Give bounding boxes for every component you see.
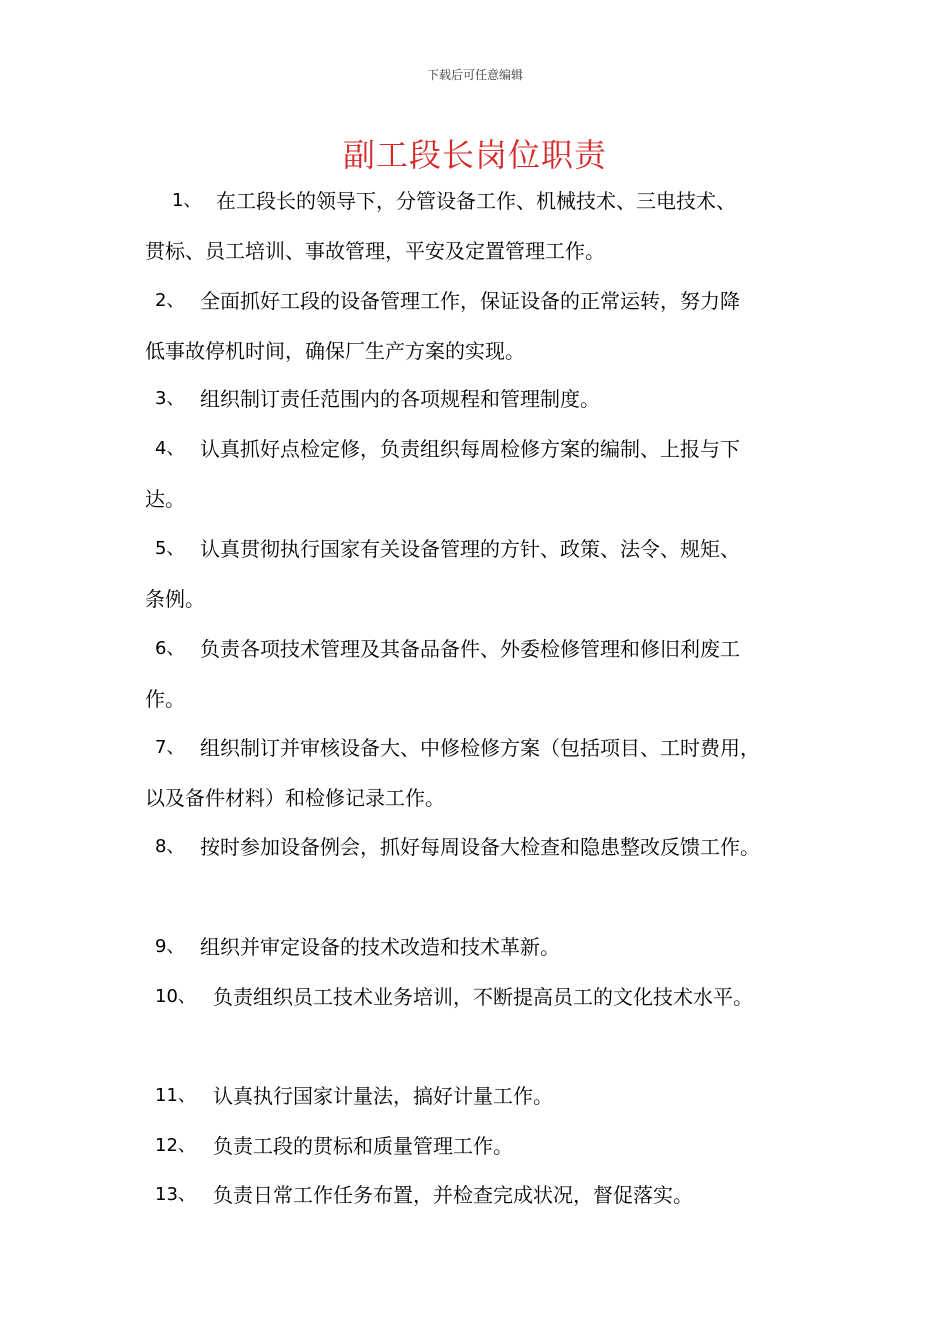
item-5-line-2: 条例。	[145, 587, 205, 611]
item-5-line-1: 认真贯彻执行国家有关设备管理的方针、政策、法令、规矩、	[200, 537, 740, 561]
item-8-line-1: 按时参加设备例会，抓好每周设备大检查和隐患整改反馈工作。	[200, 835, 760, 859]
item-1-line-1: 在工段长的领导下，分管设备工作、机械技术、三电技术、	[216, 189, 736, 213]
item-12-line-1: 负责工段的贯标和质量管理工作。	[213, 1134, 513, 1158]
item-13-number: 13、	[155, 1184, 196, 1205]
item-10-number: 10、	[155, 986, 196, 1007]
item-7-number: 7、	[155, 737, 185, 758]
item-11-line-1: 认真执行国家计量法，搞好计量工作。	[213, 1084, 553, 1108]
item-4-line-1: 认真抓好点检定修，负责组织每周检修方案的编制、上报与下	[200, 437, 740, 461]
item-4-number: 4、	[155, 438, 185, 459]
item-6-line-1: 负责各项技术管理及其备品备件、外委检修管理和修旧利废工	[200, 637, 740, 661]
item-2-number: 2、	[155, 290, 185, 311]
item-1-number: 1、	[172, 190, 202, 211]
item-3-number: 3、	[155, 388, 185, 409]
item-6-line-2: 作。	[145, 687, 185, 711]
item-7-line-1: 组织制订并审核设备大、中修检修方案（包括项目、工时费用，	[200, 736, 760, 760]
document-title: 副工段长岗位职责	[342, 136, 607, 174]
item-1-line-2: 贯标、员工培训、事故管理，平安及定置管理工作。	[145, 239, 605, 263]
item-8-number: 8、	[155, 836, 185, 857]
item-11-number: 11、	[155, 1085, 196, 1106]
item-10-line-1: 负责组织员工技术业务培训，不断提高员工的文化技术水平。	[213, 985, 753, 1009]
item-9-line-1: 组织并审定设备的技术改造和技术革新。	[200, 935, 560, 959]
item-4-line-2: 达。	[145, 487, 185, 511]
item-12-number: 12、	[155, 1135, 196, 1156]
item-3-line-1: 组织制订责任范围内的各项规程和管理制度。	[200, 387, 600, 411]
header-note: 下载后可任意编辑	[426, 68, 523, 82]
item-9-number: 9、	[155, 936, 185, 957]
item-2-line-1: 全面抓好工段的设备管理工作，保证设备的正常运转，努力降	[200, 289, 740, 313]
item-5-number: 5、	[155, 538, 185, 559]
item-6-number: 6、	[155, 638, 185, 659]
item-2-line-2: 低事故停机时间，确保厂生产方案的实现。	[145, 339, 525, 363]
item-13-line-1: 负责日常工作任务布置，并检查完成状况，督促落实。	[213, 1183, 693, 1207]
item-7-line-2: 以及备件材料）和检修记录工作。	[145, 786, 445, 810]
